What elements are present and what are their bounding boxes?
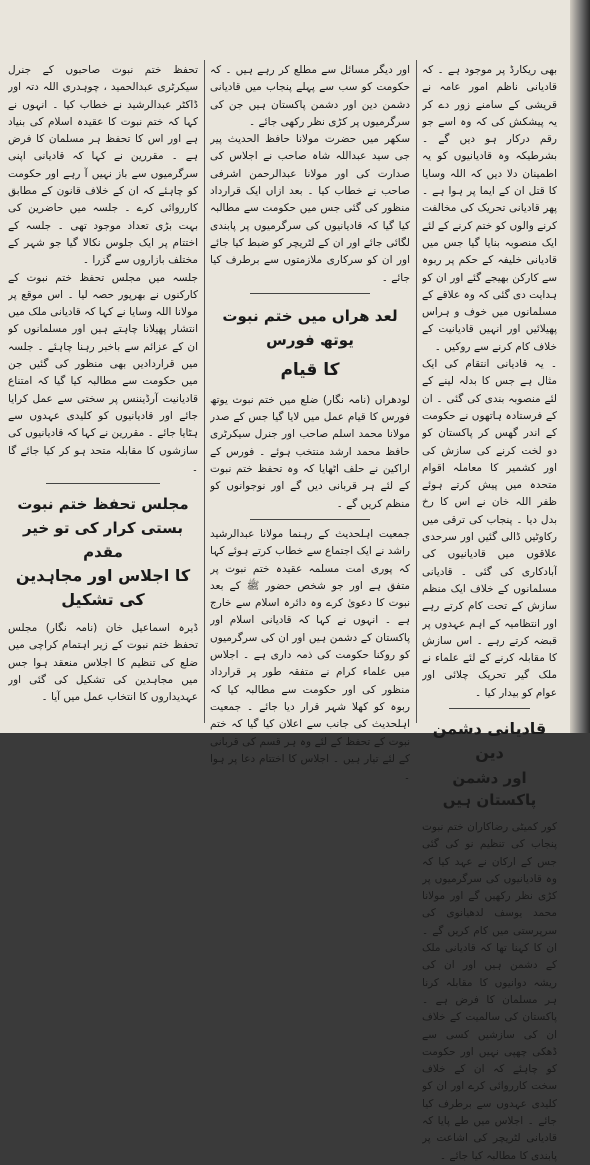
headline: مجلس تحفظ ختم نبوت بستی کرار کی تو خیر مقدم	[17, 495, 189, 562]
headline-line-2: کا قیام	[280, 359, 340, 380]
column-left	[8, 62, 198, 707]
page-edge-shadow	[570, 0, 590, 733]
article-paragraph: تحفظ ختم نبوت صاحبوں کے جنرل سیکرٹری عبدالحمید ، چوہدری اللہ دتہ اور ڈاکٹر عبدالرشید نے خطاب کیا ۔ انہوں نے کہا کہ ختم نبوت کا عقیدہ اسلام کی بنیاد ہے اور اس کا تحفظ ہر مسلمان کا فرض ہے ۔ مقررین نے کہا کہ قادیانی اپنی سرگرمیوں سے باز نہیں آ رہے اور حکومت کو چاہئے کہ ان کے خلاف قانون کے مطابق کارروائی کرے ۔ جلسہ میں حاضرین کی بہت بڑی تعداد موجود تھی ۔ جلسہ کے اختتام پر ایک جلوس نکالا گیا جو شہر کے مختلف بازاروں سے گزرا ۔	[8, 64, 198, 267]
article-paragraph: کور کمیٹی رضاکاران ختم نبوت پنجاب کی تنظیم نو کی گئی جس کے ارکان نے عہد کیا کہ وہ قادیانیوں کی سرگرمیوں پر کڑی نظر رکھیں گے اور مولانا محمد یوسف لدھیانوی کی سرپرستی میں کام کریں گے ۔ ان کا کہنا تھا کہ قادیانی ملک کے دشمن ہیں اور ان کی ریشہ دوانیوں کا مقابلہ کرنا ہر مسلمان کا فرض ہے ۔ پاکستان کی سالمیت کے خلاف ان کی سازشیں کسی سے ڈھکی چھپی نہیں اور حکومت کو چاہئے کہ ان کے خلاف سخت کارروائی کرے اور ان کو کلیدی عہدوں سے برطرف کیا جائے ۔ اجلاس میں طے پایا کہ قادیانی لٹریچر کی اشاعت پر پابندی کا مطالبہ کیا جائے ۔	[422, 820, 557, 1162]
column-middle	[210, 62, 410, 785]
divider	[250, 519, 370, 520]
headline-line-2: اور دشمن پاکستان ہیں	[442, 768, 537, 809]
article-paragraph: سکھر میں حضرت مولانا حافظ الحدیث پیر جی سید عبداللہ شاہ صاحب نے اجلاس کی صدارت کی اور مولانا عبدالرحمن اشرفی صاحب نے خطاب کیا ۔ بعد ازاں ایک قرارداد منظور کی گئی جس میں حکومت سے مطالبہ کیا گیا کہ قادیانیوں کی سرگرمیوں پر پابندی لگائی جائے اور ان کے لٹریچر کو ضبط کیا جائے اور ان کو سرکاری ملازمتوں سے برطرف کیا جائے ۔	[210, 133, 410, 284]
article-paragraph: جمعیت اہلحدیث کے رہنما مولانا عبدالرشید راشد نے ایک اجتماع سے خطاب کرتے ہوئے کہا کہ پوری امت مسلمہ عقیدہ ختم نبوت پر متفق ہے اور جو شخص حضور ﷺ کے بعد نبوت کا دعویٰ کرے وہ دائرہ اسلام سے خارج ہے ۔ انہوں نے کہا کہ قادیانی اسلام اور پاکستان کے دشمن ہیں اور ان کی سرگرمیوں کو روکنا حکومت کی ذمہ داری ہے ۔ اجلاس میں علماء کرام نے متفقہ طور پر قرارداد منظور کی اور حکومت سے مطالبہ کیا کہ ربوہ کو کھلا شہر قرار دیا جائے ۔ جمعیت اہلحدیث کی جانب سے اعلان کیا گیا کہ ختم نبوت کے تحفظ کے لئے وہ ہر قسم کی قربانی کے لئے تیار ہیں ۔ اجلاس کا اختتام دعا پر ہوا ۔	[210, 527, 410, 783]
headline-line-2: کا اجلاس اور مجاہدین کی تشکیل	[15, 566, 191, 610]
divider	[46, 483, 160, 484]
column-divider	[204, 60, 205, 723]
article-paragraph: اور دیگر مسائل سے مطلع کر رہے ہیں ۔ کہ حکومت کو سب سے پہلے پنجاب میں قادیانی دشمن دین اور دشمن پاکستان ہیں جن کی سرگرمیوں پر کڑی نظر رکھی جائے ۔	[210, 64, 410, 128]
article-paragraph: جلسہ میں مجلس تحفظ ختم نبوت کے کارکنوں نے بھرپور حصہ لیا ۔ اس موقع پر مولانا اللہ وسایا نے کہا کہ قادیانی ملک میں انتشار پھیلانا چاہتے ہیں اور مسلمانوں کو ان کے عزائم سے باخبر رہنا چاہئے ۔ جلسہ میں قراردادیں بھی منظور کی گئیں جن میں حکومت سے مطالبہ کیا گیا کہ امتناع قادیانیت آرڈیننس پر سختی سے عمل کرایا جائے اور قادیانیوں کو کلیدی عہدوں سے ہٹایا جائے ۔ مقررین نے کہا کہ قادیانیوں کی سازشوں کا مقابلہ متحد ہو کر کیا جائے گا ۔	[8, 271, 198, 474]
article-paragraph: لودھراں (نامہ نگار) ضلع میں ختم نبوت یوتھ فورس کا قیام عمل میں لایا گیا جس کے صدر مولانا محمد اسلم صاحب اور جنرل سیکرٹری حافظ محمد ارشد منتخب ہوئے ۔ فورس کے اراکین نے حلف اٹھایا کہ وہ تحفظ ختم نبوت کے لئے ہر قربانی دیں گے اور نوجوانوں کو منظم کریں گے ۔	[210, 393, 410, 510]
article-paragraph: ڈیرہ اسماعیل خان (نامہ نگار) مجلس تحفظ ختم نبوت کے زیر اہتمام کراچی میں ضلع کی تنظیم کا اجلاس منعقد ہوا جس میں مجاہدین کی تشکیل کی گئی اور عہدیداروں کا انتخاب عمل میں آیا ۔	[8, 622, 198, 704]
divider	[449, 708, 530, 709]
divider	[250, 293, 370, 294]
article-paragraph: بھی ریکارڈ پر موجود ہے ۔ کہ قادیانی ناظم امور عامہ نے قریشی کے سامنے زور دے کر یہ پیشکش کی کہ وہ اسے جو رقم درکار ہو دیں گے ۔ بشرطیکہ وہ قادیانیوں کو یہ اطمینان دلا دیں کہ اللہ وسایا کا قتل ان کے ایما پر ہوا ہے ۔ پھر قادیانی تحریک کی مخالفت کرنے والوں کو ختم کرنے کے لئے ایک منصوبہ بنایا گیا جس میں قادیانی خلیفہ کے حکم پر ربوہ سے کارکن بھیجے گئے اور ان کو ہدایت دی گئی کہ وہ علاقے کے مسلمانوں میں خوف و ہراس پھیلائیں اور انہیں قادیانیت کے خلاف کام کرنے سے روکیں ۔	[422, 64, 557, 353]
headline: لعد ھراں میں ختم نبوت یوتھ فورس	[222, 306, 398, 349]
column-divider	[416, 60, 417, 723]
article-paragraph: ۔ یہ قادیانی انتقام کی ایک مثال ہے جس کا بدلہ لینے کے لئے منصوبہ بندی کی گئی ۔ ان کے فرستادہ ہاتھوں نے حکومت کے اندر گھس کر پاکستان کو دو لخت کرنے کی سازش کی اور کشمیر کا معاملہ اقوام متحدہ میں پیش کرتے ہوئے ظفر اللہ خان نے اس کا رخ بدل دیا ۔ پنجاب کی ترقی میں رکاوٹیں ڈالی گئیں اور سرحدی علاقوں میں قادیانیوں کی آبادکاری کی گئی ۔ قادیانی مسلمانوں کے خلاف ایک منظم سازش کے تحت کام کرتے رہے اور انتظامیہ کے اہم عہدوں پر قبضہ کرتے رہے ۔ اس سازش کا مقابلہ کرنے کے لئے علماء نے ملک گیر تحریک چلائی اور عوام کو بیدار کیا ۔	[422, 358, 557, 699]
column-right	[422, 62, 557, 1165]
headline: قادیانی دشمن دین	[432, 718, 547, 762]
